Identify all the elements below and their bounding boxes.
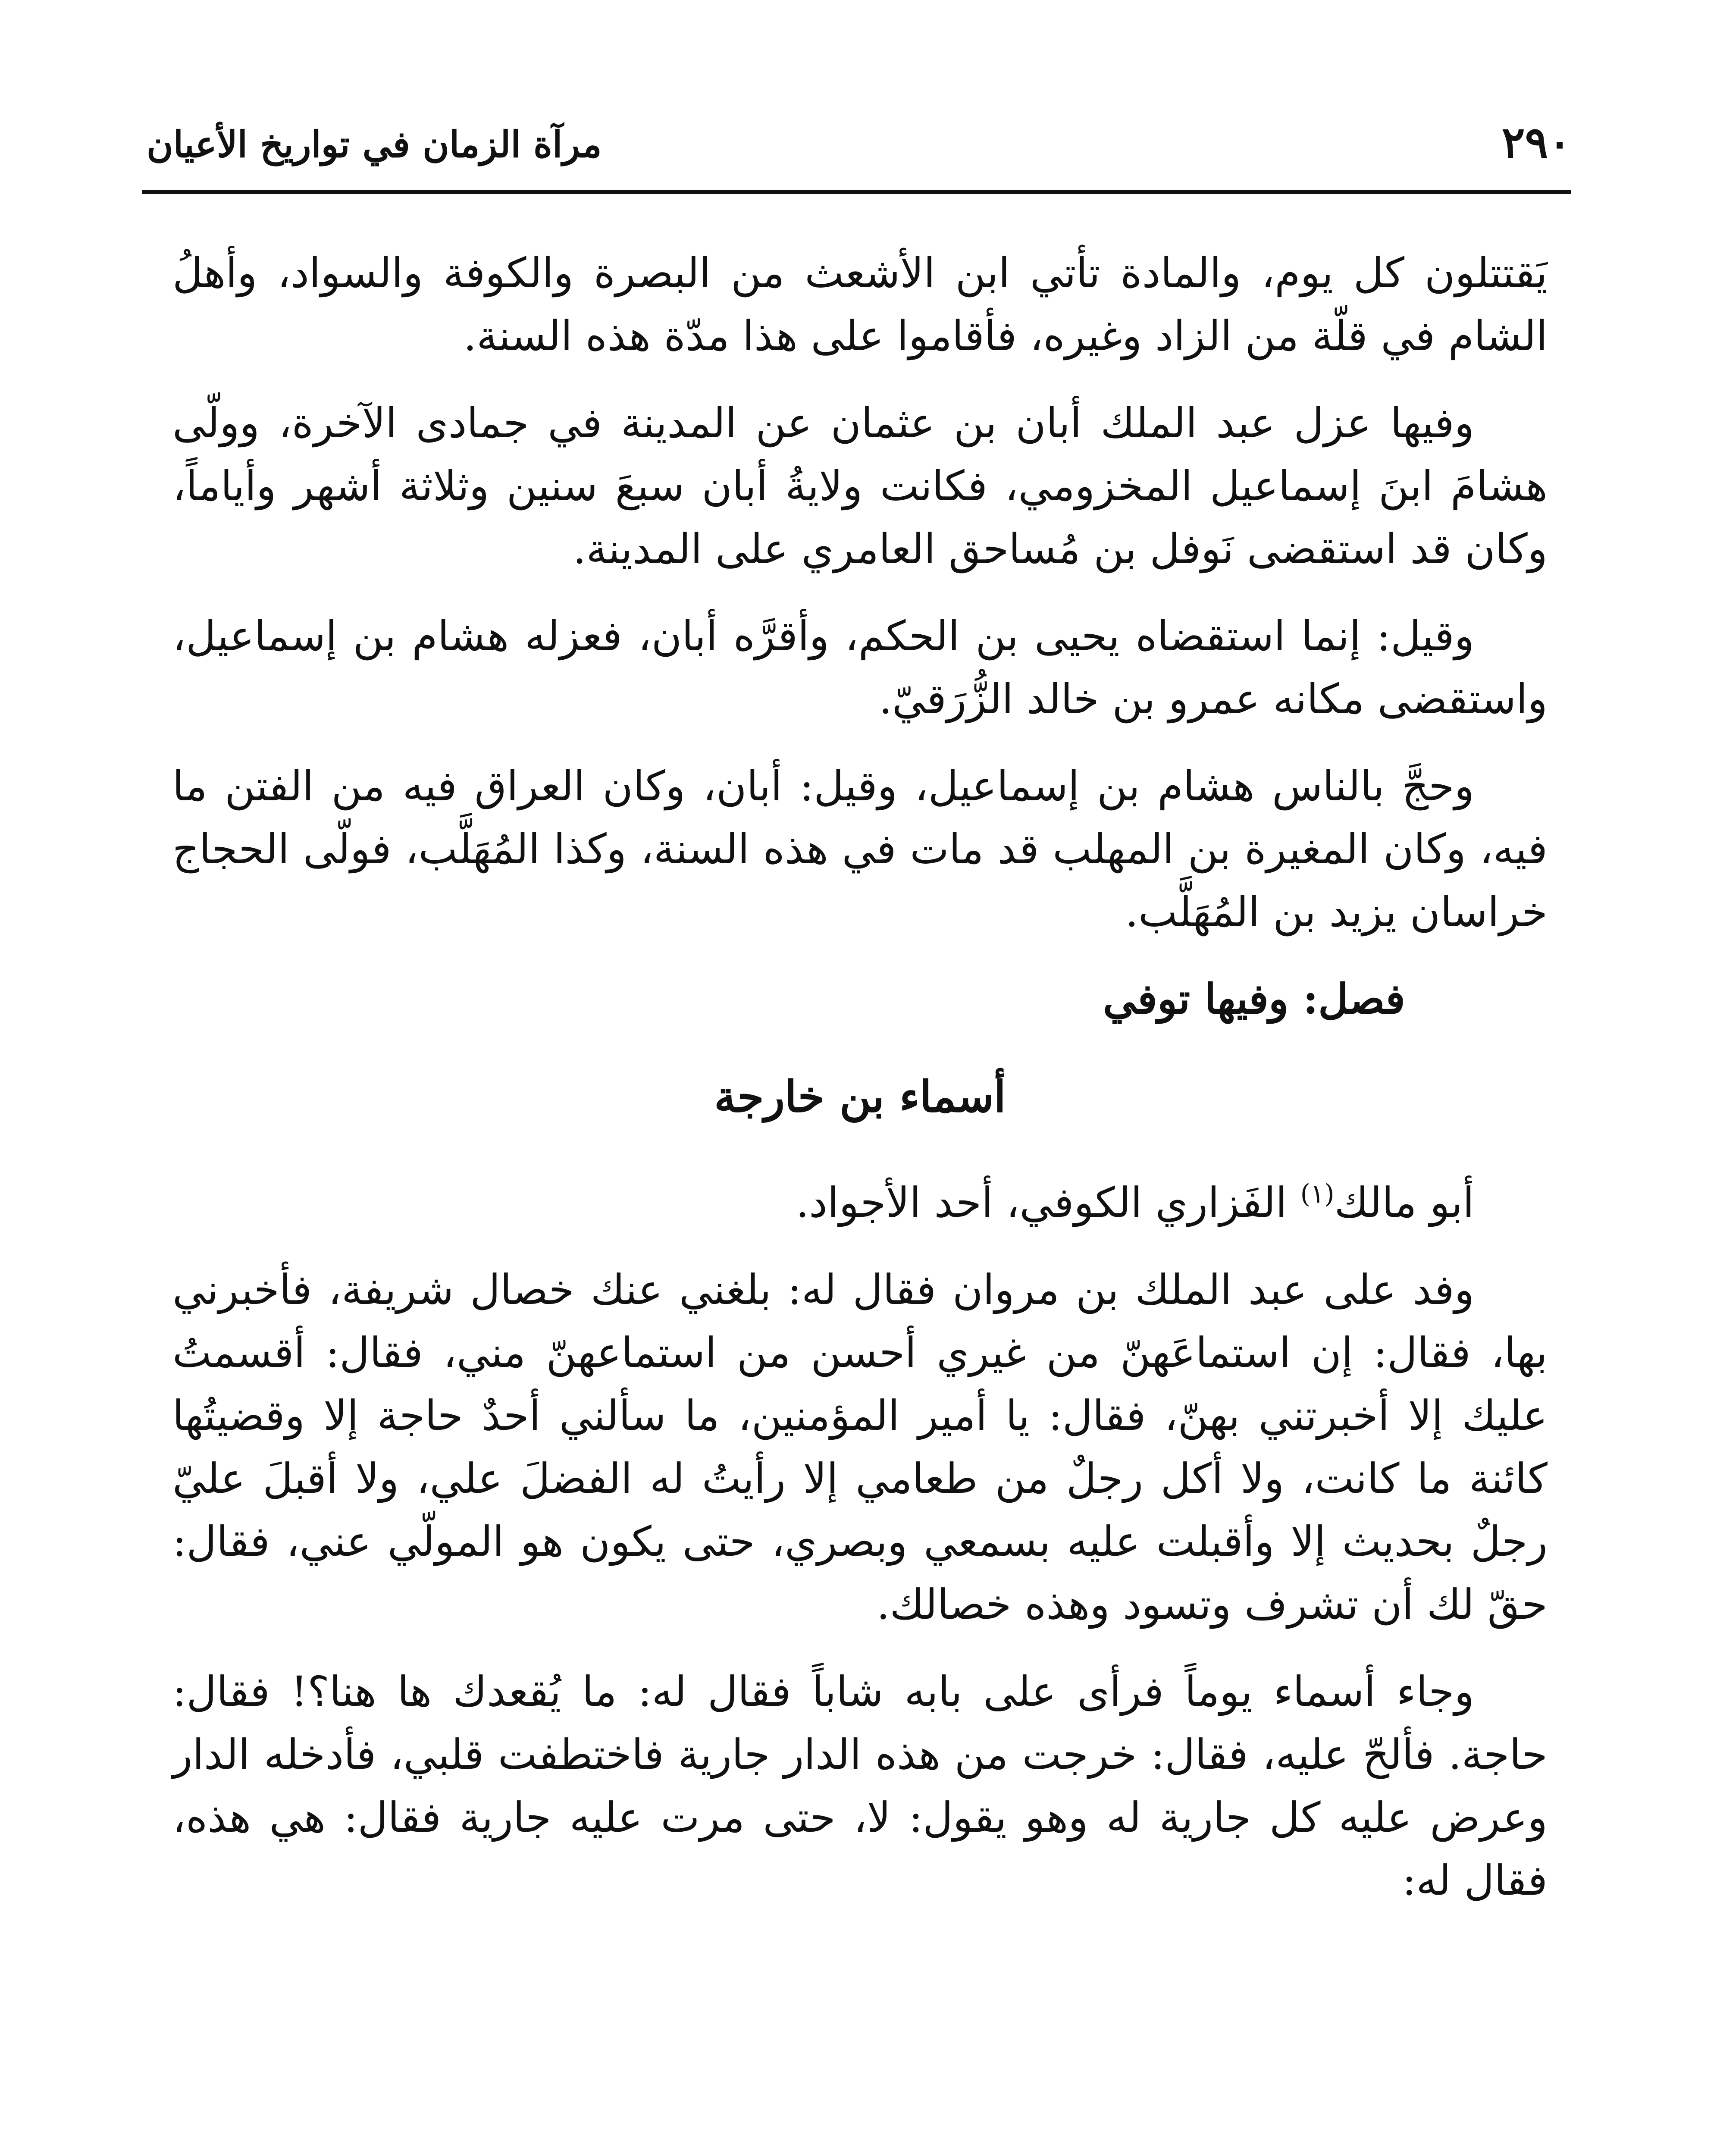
- paragraph-6: وجاء أسماء يوماً فرأى على بابه شاباً فقال له: ما يُقعدك ها هنا؟! فقال: حاجة. فألحّ عليه، فقال: خرجت من هذه الدار جارية فاختطفت قلبي، فأدخله الدار وعرض عليه كل جارية له وهو يقول: لا، حتى مرت عليه جارية فقال: هي هذه، فقال له:: [172, 1667, 1548, 1905]
- paragraph-4: وحجَّ بالناس هشام بن إسماعيل، وقيل: أبان، وكان العراق فيه من الفتن ما فيه، وكان المغيرة بن المهلب قد مات في هذه السنة، وكذا المُهَلَّب، فولّى الحجاج خراسان يزيد بن المُهَلَّب.: [172, 762, 1548, 936]
- page-body: [172, 241, 1548, 1936]
- paragraph-3: وقيل: إنما استقضاه يحيى بن الحكم، وأقرَّه أبان، فعزله هشام بن إسماعيل، واستقضى مكانه عمرو بن خالد الزُّرَقيّ.: [172, 612, 1548, 723]
- paragraph-2: وفيها عزل عبد الملك أبان بن عثمان عن المدينة في جمادى الآخرة، وولّى هشامَ ابنَ إسماعيل المخزومي، فكانت ولايةُ أبان سبعَ سنين وثلاثة أشهر وأياماً، وكان قد استقضى نَوفل بن مُساحق العامري على المدينة.: [172, 399, 1548, 573]
- page-number: ٢٩٠: [1501, 117, 1571, 168]
- paragraph-5: وفد على عبد الملك بن مروان فقال له: بلغني عنك خصال شريفة، فأخبرني بها، فقال: إن استماعَهنّ من غيري أحسن من استماعهنّ مني، فقال: أقسمتُ عليك إلا أخبرتني بهنّ، فقال: يا أمير المؤمنين، ما سألني أحدٌ حاجة إلا وقضيتُها كائنة ما كانت، ولا أكل رجلٌ من طعامي إلا رأيتُ له الفضلَ علي، ولا أقبلَ عليّ رجلٌ بحديث إلا وأقبلت عليه بسمعي وبصري، حتى يكون هو المولّي عني، فقال: حقّ لك أن تشرف وتسود وهذه خصالك.: [172, 1266, 1548, 1629]
- footnote-marker: (١): [1300, 1179, 1335, 1209]
- section-label: فصل: وفيها توفي: [1103, 975, 1405, 1023]
- bio-line-end: الفَزاري الكوفي، أحد الأجواد.: [796, 1178, 1300, 1227]
- running-title: مرآة الزمان في تواريخ الأعيان: [147, 123, 602, 166]
- bio-line: [172, 1171, 1548, 1234]
- paragraph-1: يَقتتلون كل يوم، والمادة تأتي ابن الأشعث من البصرة والكوفة والسواد، وأهلُ الشام في قلّة من الزاد وغيره، فأقاموا على هذا مدّة هذه السنة.: [172, 249, 1548, 360]
- page-header: [147, 103, 1571, 177]
- subheading-biography: أسماء بن خارجة: [714, 1071, 1006, 1122]
- header-rule: [142, 190, 1571, 194]
- bio-line-start: أبو مالك: [1334, 1178, 1474, 1227]
